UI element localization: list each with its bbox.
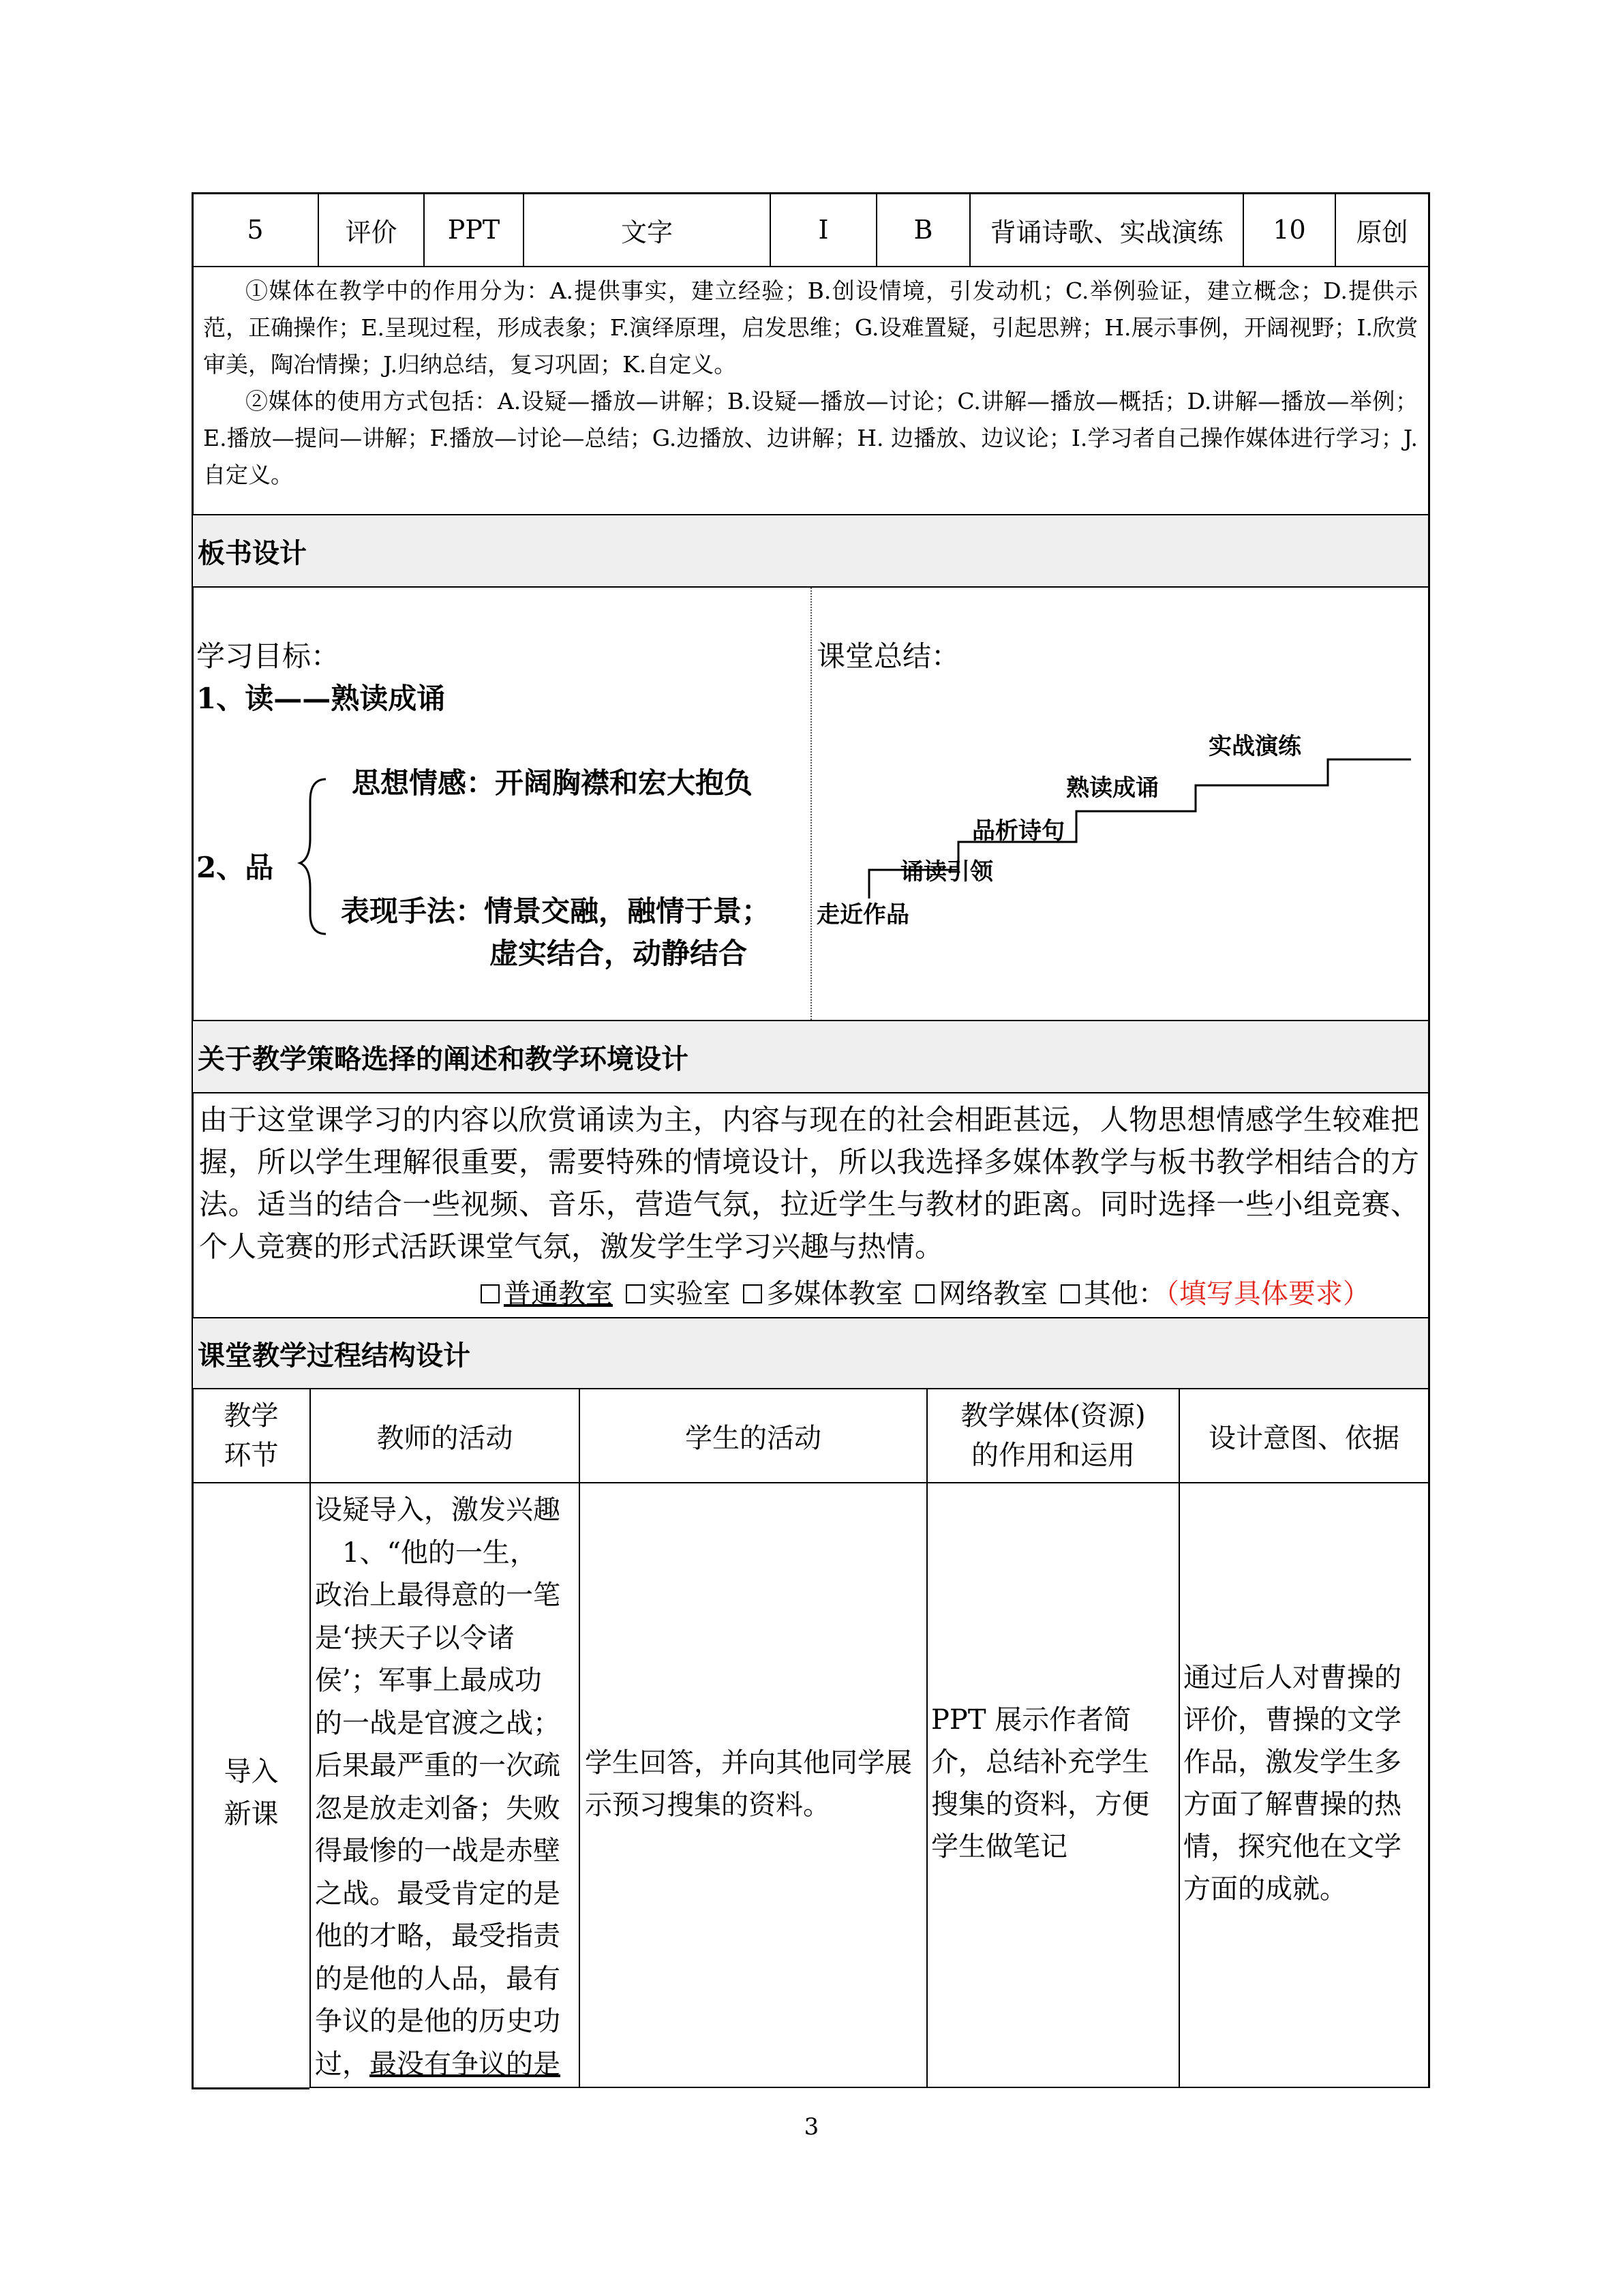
step-4: 熟读成诵 (1066, 774, 1159, 802)
env-multimedia[interactable]: 多媒体教室 (743, 1278, 902, 1310)
branch-technique-1: 表现手法：情景交融，融情于景； (341, 894, 771, 928)
env-note: （填写具体要求） (1165, 1278, 1370, 1310)
summary-label: 课堂总结： (817, 639, 960, 673)
branch-emotion: 思想情感：开阔胸襟和宏大抱负 (352, 766, 753, 800)
header-student: 学生的活动 (685, 1422, 821, 1454)
row5-source: 原创 (1356, 217, 1408, 247)
process-heading: 课堂教学过程结构设计 (198, 1339, 470, 1372)
media-usage-note: ②媒体的使用方式包括：A.设疑—播放—讲解；B.设疑—播放—讨论；C.讲解—播放—概括；D.讲解—播放—举例；E.播放—提问—讲解；F.播放—讨论—总结；G.边播放、边讲解；H. 边播放、边议论；I.学习者自己操作媒体进行学习；J.自定义。 (203, 388, 1418, 488)
row5-content: 文字 (620, 217, 673, 247)
teacher-underlined-text: 最没有争议的是 (369, 2048, 560, 2080)
row-stage: 导入 新课 (224, 1756, 279, 1830)
learning-goal-label: 学习目标： (196, 639, 340, 673)
row-student-activity: 学生回答，并向其他同学展示预习搜集的资料。 (585, 1747, 912, 1821)
checkbox-icon[interactable] (1061, 1284, 1080, 1303)
header-media: 教学媒体(资源) 的作用和运用 (960, 1400, 1146, 1471)
board-design-heading: 板书设计 (198, 537, 307, 569)
step-5: 实战演练 (1209, 733, 1301, 760)
row-teacher-activity: 设疑导入，激发兴趣 1、“他的一生， 政治上最得意的一笔 是‘挟天子以令诸 侯’；军事上最成功 的一战是官渡之战； 后果最严重的一次疏 忽是放走刘备；失败 得最惨的一战是赤壁 之战。最受肯定的是 他的才略，最受指责 的是他的人品，最有 争议的是他的历史功 过，最没有争议的是 (315, 1494, 560, 2080)
env-network[interactable]: 网络教室 (915, 1278, 1048, 1310)
goal-item-read: 1、读——熟读成诵 (196, 682, 446, 715)
step-3: 品析诗句 (972, 817, 1065, 845)
row5-media-type: PPT (447, 215, 500, 245)
row5-method: B (913, 215, 933, 245)
header-intent: 设计意图、依据 (1209, 1422, 1399, 1454)
checkbox-icon[interactable] (915, 1284, 935, 1303)
env-lab[interactable]: 实验室 (626, 1278, 731, 1310)
env-ordinary-classroom[interactable]: 普通教室 (481, 1278, 613, 1310)
media-role-note: ①媒体在教学中的作用分为：A.提供事实，建立经验；B.创设情境，引发动机；C.举例验证，建立概念；D.提供示范，正确操作；E.呈现过程，形成表象；F.演绎原理，启发思维；G.设难置疑，引起思辨；H.展示事例，开阔视野；I.欣赏审美，陶冶情操；J.归纳总结，复习巩固；K.自定义。 (203, 277, 1418, 378)
branch-technique-2: 虚实结合，动静结合 (489, 937, 748, 970)
strategy-body: 由于这堂课学习的内容以欣赏诵读为主，内容与现在的社会相距甚远，人物思想情感学生较难把握，所以学生理解很重要，需要特殊的情境设计，所以我选择多媒体教学与板书教学相结合的方法。适当的结合一些视频、音乐，营造气氛，拉近学生与教材的距离。同时选择一些小组竞赛、个人竞赛的形式活跃课堂气氛，激发学生学习兴趣与热情。 (199, 1103, 1419, 1263)
checkbox-icon[interactable] (626, 1284, 645, 1303)
step-2: 诵读引领 (900, 858, 993, 886)
row-media-usage: PPT 展示作者简介，总结补充学生搜集的资料，方便学生做笔记 (931, 1704, 1149, 1862)
row5-no: 5 (247, 215, 264, 245)
row5-minutes: 10 (1273, 215, 1306, 245)
header-stage: 教学 环节 (224, 1400, 279, 1471)
step-1: 走近作品 (817, 901, 909, 928)
row5-stage: 评价 (345, 217, 397, 247)
row-design-intent: 通过后人对曹操的评价，曹操的文学作品，激发学生多方面了解曹操的热情，探究他在文学方面的成就。 (1183, 1662, 1401, 1905)
row5-activity: 背诵诗歌、实战演练 (990, 217, 1224, 247)
header-teacher: 教师的活动 (376, 1422, 513, 1454)
env-other[interactable]: 其他： (1061, 1278, 1166, 1310)
goal-item-savor: 2、品 (196, 851, 274, 884)
checkbox-icon[interactable] (481, 1284, 500, 1303)
page-number: 3 (804, 2113, 819, 2141)
strategy-heading: 关于教学策略选择的阐述和教学环境设计 (198, 1042, 688, 1075)
row5-role: I (818, 215, 829, 245)
checkbox-icon[interactable] (743, 1284, 762, 1303)
environment-options (481, 1272, 1370, 1311)
